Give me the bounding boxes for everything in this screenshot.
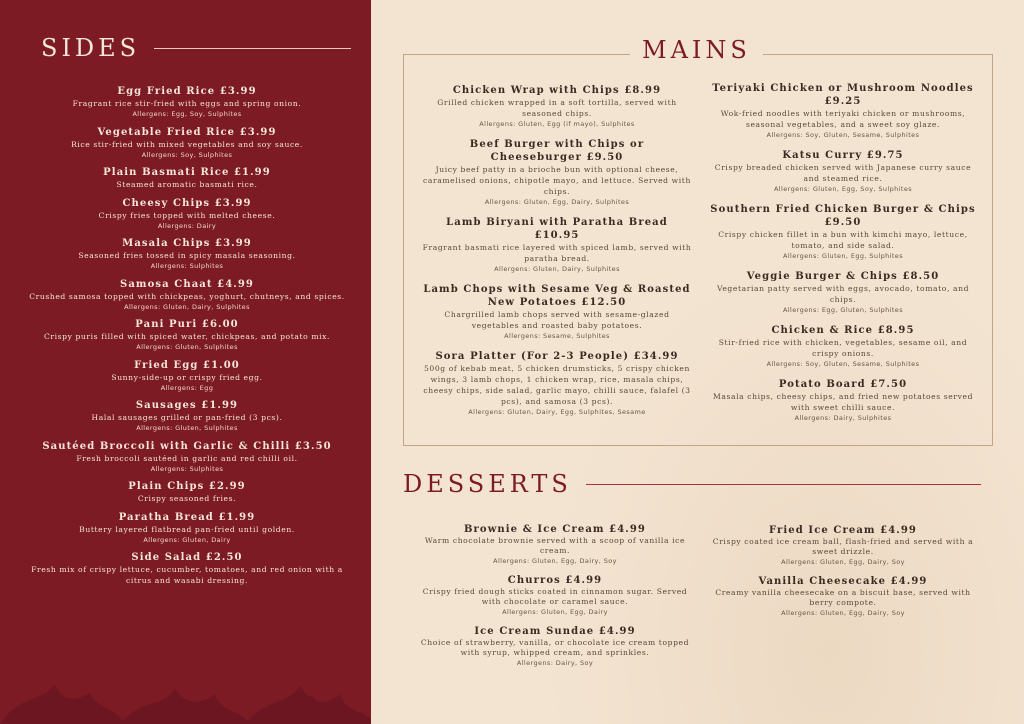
menu-item: [708, 378, 978, 423]
item-allergens: Allergens: Gluten, Sulphites: [136, 343, 238, 351]
item-description: Halal sausages grilled or pan-fried (3 pcs).: [91, 413, 283, 422]
item-description: Stir-fried rice with chicken, vegetables, sesame oil, and crispy onions.: [718, 338, 968, 358]
menu-item: [422, 84, 692, 129]
item-name: Southern Fried Chicken Burger & Chips £9.50: [710, 204, 976, 228]
item-name: Sora Platter (For 2-3 People) £34.99: [435, 351, 679, 362]
item-name: Side Salad £2.50: [131, 552, 243, 563]
item-name: Ice Cream Sundae £4.99: [474, 626, 636, 637]
menu-item: [22, 359, 352, 393]
item-description: Rice stir-fried with mixed vegetables and soy sauce.: [71, 139, 303, 149]
item-description: Chargrilled lamb chops served with sesame-glazed vegetables and roasted baby potatoes.: [444, 310, 670, 330]
menu-item: [22, 85, 352, 119]
item-allergens: Allergens: Gluten, Dairy, Sulphites: [494, 265, 620, 273]
menu-item: [22, 480, 352, 504]
item-description: Crispy coated ice cream ball, flash-fried and served with a sweet drizzle.: [712, 537, 974, 556]
item-name: Katsu Curry £9.75: [782, 150, 904, 161]
menu-item: [420, 574, 690, 617]
item-allergens: Allergens: Sesame, Sulphites: [504, 332, 610, 340]
menu-item: [22, 126, 352, 160]
item-description: Crispy fries topped with melted cheese.: [98, 210, 276, 220]
sides-heading-rule: [154, 48, 351, 49]
item-name: Vegetable Fried Rice £3.99: [97, 126, 277, 138]
menu-item: [422, 350, 692, 417]
menu-item: [22, 166, 352, 190]
item-description: Steamed aromatic basmati rice.: [116, 180, 258, 189]
item-description: Creamy vanilla cheesecake on a biscuit base, served with berry compote.: [715, 588, 971, 607]
menu-item: [420, 625, 690, 668]
item-description: Buttery layered flatbread pan-fried until golden.: [79, 524, 295, 534]
item-allergens: Allergens: Gluten, Egg, Sulphites: [783, 252, 903, 260]
item-allergens: Allergens: Gluten, Egg, Dairy, Soy: [781, 558, 905, 566]
item-name: Chicken Wrap with Chips £8.99: [452, 85, 662, 96]
item-description: Crushed samosa topped with chickpeas, yoghurt, chutneys, and spices.: [29, 291, 345, 301]
item-allergens: Allergens: Egg, Soy, Sulphites: [132, 110, 242, 118]
item-description: Fresh broccoli sautéed in garlic and red chilli oil.: [76, 453, 298, 463]
item-allergens: Allergens: Sulphites: [150, 464, 224, 473]
sides-panel: [0, 0, 371, 724]
item-name: Teriyaki Chicken or Mushroom Noodles £9.25: [712, 83, 974, 107]
mains-left-column: [422, 84, 692, 426]
sides-list: [22, 85, 352, 593]
item-allergens: Allergens: Gluten, Dairy, Egg, Sulphites, Sesame: [468, 408, 646, 416]
menu-item: [22, 197, 352, 231]
item-allergens: Allergens: Egg: [160, 383, 214, 392]
item-name: Beef Burger with Chips or Cheeseburger £9.50: [469, 139, 645, 163]
item-name: Sautéed Broccoli with Garlic & Chilli £3.50: [42, 440, 332, 452]
item-description: Wok-fried noodles with teriyaki chicken or mushrooms, seasonal vegetables, and a sweet soy glaze.: [720, 109, 966, 129]
desserts-heading: [403, 470, 981, 498]
desserts-left-column: [420, 523, 690, 676]
item-allergens: Allergens: Gluten, Dairy, Sulphites: [124, 302, 250, 311]
item-allergens: Allergens: Gluten, Sulphites: [136, 424, 238, 432]
mains-title: MAINS: [630, 36, 763, 64]
menu-item: [22, 278, 352, 312]
item-name: Egg Fried Rice £3.99: [117, 86, 257, 97]
item-description: Crispy puris filled with spiced water, chickpeas, and potato mix.: [43, 332, 331, 341]
menu-item: [422, 283, 692, 341]
item-name: Brownie & Ice Cream £4.99: [464, 524, 646, 535]
menu-item: [708, 524, 978, 567]
item-name: Lamb Chops with Sesame Veg & Roasted New Potatoes £12.50: [423, 284, 691, 308]
item-description: Crispy breaded chicken served with Japanese curry sauce and steamed rice.: [714, 163, 972, 183]
item-name: Chicken & Rice £8.95: [771, 325, 915, 336]
item-description: Crispy chicken fillet in a bun with kimchi mayo, lettuce, tomato, and side salad.: [718, 230, 968, 250]
menu-item: [22, 318, 352, 352]
mains-right-column: [708, 82, 978, 432]
desserts-title: DESSERTS: [403, 470, 572, 498]
item-allergens: Allergens: Sulphites: [150, 262, 224, 270]
item-name: Fried Ice Cream £4.99: [769, 525, 917, 536]
item-allergens: Allergens: Dairy: [157, 221, 217, 230]
item-allergens: Allergens: Gluten, Egg, Soy, Sulphites: [773, 185, 913, 193]
menu-item: [22, 511, 352, 545]
menu-item: [22, 551, 352, 586]
menu-item: [22, 440, 352, 474]
sides-title: SIDES: [41, 34, 141, 62]
item-allergens: Allergens: Gluten, Egg (if mayo), Sulphites: [479, 120, 635, 128]
menu-item: [22, 399, 352, 433]
item-description: Fragrant rice stir-fried with eggs and spring onion.: [72, 99, 302, 108]
menu-item: [708, 575, 978, 618]
menu-item: [708, 82, 978, 140]
item-allergens: Allergens: Soy, Gluten, Sesame, Sulphites: [766, 360, 920, 368]
menu-item: [708, 203, 978, 261]
item-allergens: Allergens: Gluten, Egg, Dairy, Soy: [493, 557, 617, 565]
menu-item: [708, 149, 978, 194]
item-name: Lamb Biryani with Paratha Bread £10.95: [446, 217, 668, 241]
item-name: Churros £4.99: [507, 575, 603, 586]
item-description: Vegetarian patty served with eggs, avocado, tomato, and chips.: [716, 284, 970, 304]
item-description: Warm chocolate brownie served with a scoop of vanilla ice cream.: [424, 536, 686, 555]
item-allergens: Allergens: Gluten, Egg, Dairy: [502, 608, 608, 616]
item-allergens: Allergens: Soy, Gluten, Sesame, Sulphites: [766, 131, 920, 139]
item-description: Sunny-side-up or crispy fried egg.: [111, 372, 263, 382]
menu-item: [708, 324, 978, 369]
item-name: Pani Puri £6.00: [135, 319, 239, 330]
item-description: Choice of strawberry, vanilla, or chocolate ice cream topped with syrup, whipped cream, and sprinkles.: [420, 638, 690, 657]
item-name: Samosa Chaat £4.99: [120, 278, 254, 290]
item-description: Crispy fried dough sticks coated in cinnamon sugar. Served with chocolate or caramel sauce.: [422, 587, 688, 606]
item-description: Fragrant basmati rice layered with spiced lamb, served with paratha bread.: [422, 243, 692, 263]
item-description: Juicy beef patty in a brioche bun with optional cheese, caramelised onions, chipotle mayo, and lettuce. Served with chips.: [423, 165, 691, 196]
item-name: Fried Egg £1.00: [134, 359, 240, 371]
desserts-right-column: [708, 524, 978, 626]
item-allergens: Allergens: Egg, Gluten, Sulphites: [783, 306, 903, 314]
item-allergens: Allergens: Gluten, Egg, Dairy, Sulphites: [484, 198, 630, 206]
item-allergens: Allergens: Soy, Sulphites: [141, 150, 233, 159]
item-name: Vanilla Cheesecake £4.99: [758, 576, 928, 587]
item-description: Masala chips, cheesy chips, and fried new potatoes served with sweet chilli sauce.: [712, 392, 974, 412]
menu-item: [420, 523, 690, 566]
menu-item: [422, 138, 692, 207]
item-name: Plain Basmati Rice £1.99: [103, 167, 271, 178]
item-allergens: Allergens: Gluten, Egg, Dairy, Soy: [781, 609, 905, 617]
menu-item: [422, 216, 692, 274]
desserts-heading-rule: [586, 484, 981, 485]
item-name: Cheesy Chips £3.99: [122, 197, 252, 209]
item-name: Plain Chips £2.99: [128, 481, 246, 492]
item-description: 500g of kebab meat, 5 chicken drumsticks, 5 crispy chicken wings, 3 lamb chops, 1 chicken wrap, rice, masala chips, cheesy chips, side salad, garlic mayo, chilli sauce, falafel (3 pcs), and samosa (3 pcs).: [423, 364, 691, 406]
item-description: Seasoned fries tossed in spicy masala seasoning.: [78, 251, 296, 260]
item-description: Fresh mix of crispy lettuce, cucumber, tomatoes, and red onion with a citrus and wasabi dressing.: [31, 565, 343, 585]
item-allergens: Allergens: Gluten, Dairy: [143, 535, 231, 544]
menu-item: [708, 270, 978, 315]
item-description: Grilled chicken wrapped in a soft tortilla, served with seasoned chips.: [437, 98, 677, 118]
sides-heading: [41, 34, 351, 62]
menu-item: [22, 237, 352, 271]
item-allergens: Allergens: Dairy, Soy: [516, 659, 594, 667]
item-description: Crispy seasoned fries.: [137, 494, 237, 503]
item-name: Potato Board £7.50: [778, 379, 908, 390]
item-name: Veggie Burger & Chips £8.50: [746, 271, 940, 282]
item-name: Paratha Bread £1.99: [118, 511, 256, 523]
item-name: Sausages £1.99: [135, 400, 239, 411]
item-allergens: Allergens: Dairy, Sulphites: [794, 414, 892, 422]
item-name: Masala Chips £3.99: [122, 238, 252, 249]
floral-ornament: [0, 664, 371, 724]
